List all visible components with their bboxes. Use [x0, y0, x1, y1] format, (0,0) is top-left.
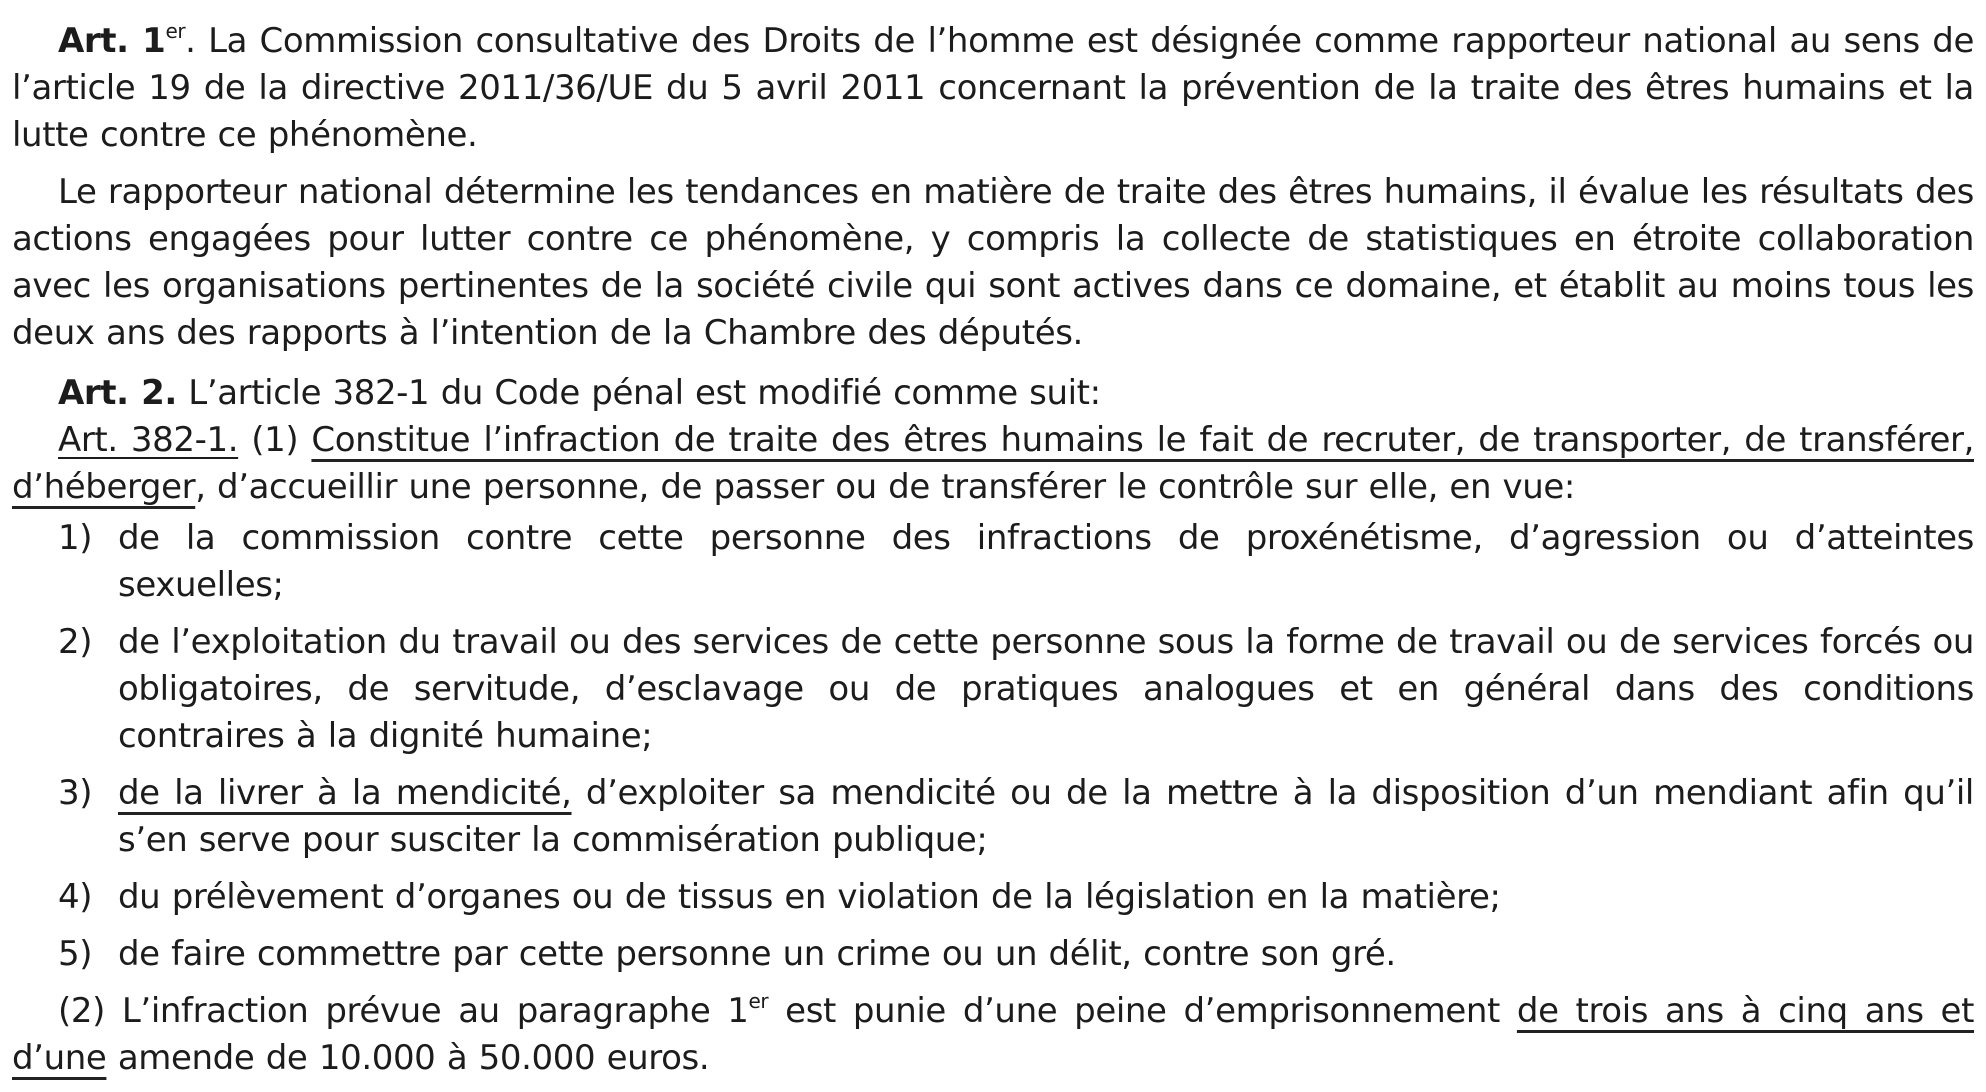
art382-paragraph-2: [12, 988, 1974, 1082]
art382-p1-prefix: (1): [238, 420, 312, 460]
list-item-number: 1): [58, 518, 93, 558]
art382-reference: Art. 382-1.: [58, 420, 239, 460]
art1-second-paragraph: Le rapporteur national détermine les tendances en matière de traite des êtres humains, il évalue les résultats des actions engagées pour lutter contre ce phénomène, y compris la collecte de statistiques en étroite collaboration avec les organisations pertinentes de la société civile qui sont actives dans ce domaine, et établit au moins tous les deux ans des rapports à l’intention de la Chambre des députés.: [12, 172, 1974, 353]
art1-text: . La Commission consultative des Droits de l’homme est désignée comme rapporteur national au sens de l’article 19 de la directive 2011/36/UE du 5 avril 2011 concernant la prévention de la traite des êtres humains et la lutte contre ce phénomène.: [12, 21, 1974, 155]
art1-label-sup: er: [165, 19, 186, 43]
art382-p1-underlined: Constitue l’infraction de traite des êtres humains le fait de recruter, de transporter, de transférer, d’héberger: [12, 420, 1974, 507]
art1-paragraph: [12, 18, 1974, 159]
list-item-text: de l’exploitation du travail ou des services de cette personne sous la forme de travail ou de services forcés ou obligatoires, de servitude, d’esclavage ou de pratiques analogues et en général dans des conditions contraires à la dignité humaine;: [118, 622, 1974, 756]
list-item-text: du prélèvement d’organes ou de tissus en violation de la législation en la matière;: [118, 877, 1501, 917]
list-item-underlined: de la livrer à la mendicité,: [118, 773, 572, 813]
art382-p2-end: amende de 10.000 à 50.000 euros.: [106, 1038, 710, 1078]
list-item-text: de faire commettre par cette personne un crime ou un délit, contre son gré.: [118, 934, 1396, 974]
list-item-text: [118, 770, 1974, 864]
art2-paragraph: [12, 370, 1974, 417]
list-item: [12, 931, 1974, 978]
list-item-text-rest: d’exploiter sa mendicité ou de la mettre à la disposition d’un mendiant afin qu’il s’en serve pour susciter la commisération publique;: [118, 773, 1974, 860]
list-item-text: de la commission contre cette personne des infractions de proxénétisme, d’agression ou d’atteintes sexuelles;: [118, 518, 1974, 605]
art382-p2-prefix: (2) L’infraction prévue au paragraphe 1: [58, 991, 749, 1031]
list-item: [12, 515, 1974, 609]
art2-label: Art. 2.: [58, 373, 177, 413]
art382-p2-mid: est punie d’une peine d’emprisonnement: [768, 991, 1517, 1031]
art2-intro: L’article 382-1 du Code pénal est modifié comme suit:: [176, 373, 1101, 413]
list-item: [12, 619, 1974, 760]
art382-p2-sup: er: [748, 989, 769, 1013]
art1-label: Art. 1: [58, 21, 166, 61]
art382-p1-rest: , d’accueillir une personne, de passer ou de transférer le contrôle sur elle, en vue:: [195, 467, 1575, 507]
list-item-number: 2): [58, 622, 93, 662]
list-item-number: 5): [58, 934, 93, 974]
list-item: [12, 874, 1974, 921]
art382-p2-underlined: de trois ans à cinq ans et d’une: [12, 991, 1974, 1078]
list-item-number: 3): [58, 773, 93, 813]
list-item-number: 4): [58, 877, 93, 917]
list-item: [12, 770, 1974, 864]
art382-paragraph-1: [12, 417, 1974, 511]
